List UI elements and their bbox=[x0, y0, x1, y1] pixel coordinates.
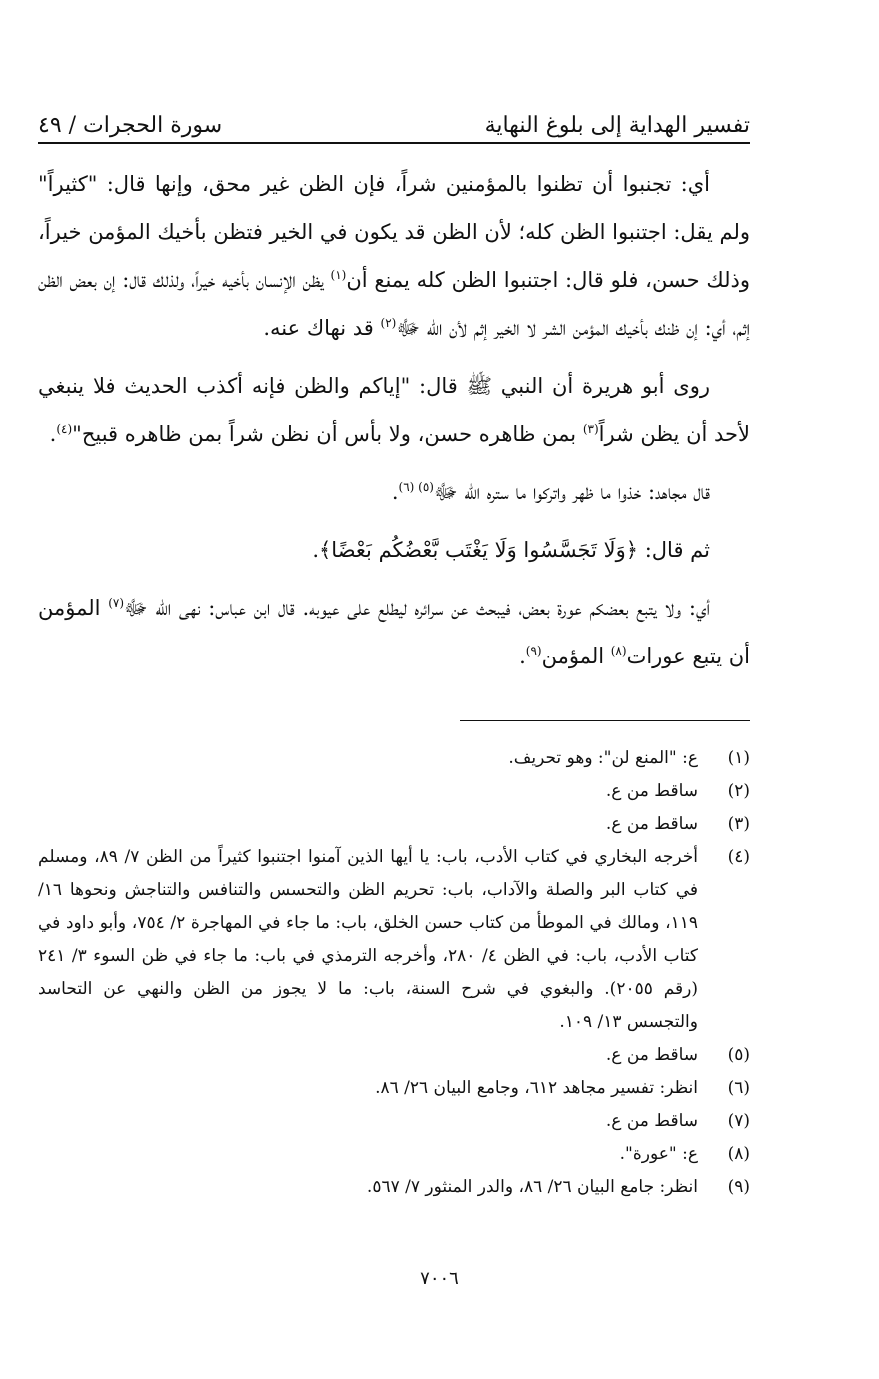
quran-verse: ثم قال: ﴿وَلَا تَجَسَّسُوا وَلَا يَغْتَب بَّعْضُكُم بَعْضًا﴾. bbox=[312, 538, 710, 562]
footnote-text: ع: "عورة". bbox=[619, 1144, 698, 1164]
footnote-item bbox=[38, 841, 750, 1039]
footnote-text: ساقط من ع. bbox=[605, 814, 698, 834]
book-title: تفسير الهداية إلى بلوغ النهاية bbox=[484, 113, 750, 138]
footnote-item bbox=[38, 742, 750, 775]
footnote-ref: (٧) bbox=[108, 596, 125, 610]
footnote-divider bbox=[460, 720, 750, 721]
footnote-number: (٨) bbox=[727, 1144, 750, 1164]
paragraph: أي: ولا يتبع بعضكم عورة بعض، فيبحث عن سرائره ليطلع على عيوبه. قال ابن عباس: نهى الله ﷻ$^{(٧)}$ المؤمن أن يتبع عورات$^{(٨)}$ المؤمن$^{(٩)}$. bbox=[38, 596, 750, 668]
footnote-item bbox=[38, 775, 750, 808]
paragraph: أي: تجنبوا أن تظنوا بالمؤمنين شراً، فإن الظن غير محق، وإنها قال: "كثيراً" ولم يقل: اجتنبوا الظن كله؛ لأن الظن قد يكون في الخير فتظن بأخيك المؤمن خيراً، وذلك حسن، فلو قال: اجتنبوا الظن كله يمنع أن$^{(١)}$ يظن الإنسان بأخيه خيراً، ولذلك قال: إن بعض الظن إثم، أي: إن ظنك بأخيك المؤمن الشر لا الخير إثم لأن الله ﷻ$^{(٢)}$ قد نهاك عنه. bbox=[38, 172, 750, 340]
footnote-text: ساقط من ع. bbox=[605, 781, 698, 801]
footnote-number: (٤) bbox=[727, 847, 750, 867]
footnote-ref: (١) bbox=[330, 268, 347, 282]
footnote-text: انظر: تفسير مجاهد ٦١٢، وجامع البيان ٢٦/ ٨٦. bbox=[375, 1078, 698, 1098]
running-header bbox=[38, 98, 750, 144]
footnote-text: ع: "المنع لن": وهو تحريف. bbox=[508, 748, 698, 768]
footnote-number: (٣) bbox=[727, 814, 750, 834]
footnote-ref: (٢) bbox=[380, 316, 397, 330]
footnote-item bbox=[38, 1039, 750, 1072]
footnote-item bbox=[38, 1138, 750, 1171]
footnote-text: انظر: جامع البيان ٢٦/ ٨٦، والدر المنثور ٧/ ٥٦٧. bbox=[366, 1177, 698, 1197]
footnote-number: (٢) bbox=[727, 781, 750, 801]
footnote-item bbox=[38, 1072, 750, 1105]
footnote-ref: (٩) bbox=[525, 644, 542, 658]
footnote-ref: (٣) bbox=[582, 422, 599, 436]
footnote-item bbox=[38, 1105, 750, 1138]
footnote-ref: (٥) (٦) bbox=[398, 480, 434, 494]
footnote-number: (٥) bbox=[727, 1045, 750, 1065]
footnote-item bbox=[38, 1171, 750, 1204]
footnote-text: ساقط من ع. bbox=[605, 1045, 698, 1065]
footnote-number: (٩) bbox=[727, 1177, 750, 1197]
footnote-number: (١) bbox=[727, 748, 750, 768]
footnote-text: ساقط من ع. bbox=[605, 1111, 698, 1131]
footnote-text: أخرجه البخاري في كتاب الأدب، باب: يا أيها الذين آمنوا اجتنبوا كثيراً من الظن ٧/ ٨٩، ومسلم في كتاب البر والصلة والآداب، باب: تحريم الظن والتحسس والتنافس والتناجش ونحوها ١٦/ ١١٩، ومالك في الموطأ من كتاب حسن الخلق، باب: ما جاء في المهاجرة ٢/ ٧٥٤، وأبو داود في كتاب الأدب، باب: في الظن ٤/ ٢٨٠، وأخرجه الترمذي في باب: ما جاء في ظن السوء ٣/ ٢٤١ (رقم ٢٠٥٥). والبغوي في شرح السنة، باب: ما لا يجوز من الظن والنهي عن التحاسد والتجسس ١٣/ ١٠٩. bbox=[38, 847, 699, 1032]
main-text bbox=[38, 160, 750, 690]
paragraph: قال مجاهد: خذوا ما ظهر واتركوا ما ستره الله ﷻ$^{(٥) (٦)}$. bbox=[391, 480, 710, 504]
footnote-ref: (٤) bbox=[56, 422, 73, 436]
footnote-ref: (٨) bbox=[610, 644, 627, 658]
footnote-item bbox=[38, 808, 750, 841]
surah-title: سورة الحجرات / ٤٩ bbox=[38, 113, 223, 138]
footnote-number: (٦) bbox=[727, 1078, 750, 1098]
paragraph: روى أبو هريرة أن النبي ﷺ قال: "إياكم والظن فإنه أكذب الحديث فلا ينبغي لأحد أن يظن شراً$^{(٣)}$ بمن ظاهره حسن، ولا بأس أن نظن شراً بمن ظاهره قبيح"$^{(٤)}$. bbox=[38, 374, 750, 446]
page-number: ٧٠٠٦ bbox=[420, 1268, 459, 1289]
footnotes bbox=[38, 742, 750, 1204]
footnote-number: (٧) bbox=[727, 1111, 750, 1131]
